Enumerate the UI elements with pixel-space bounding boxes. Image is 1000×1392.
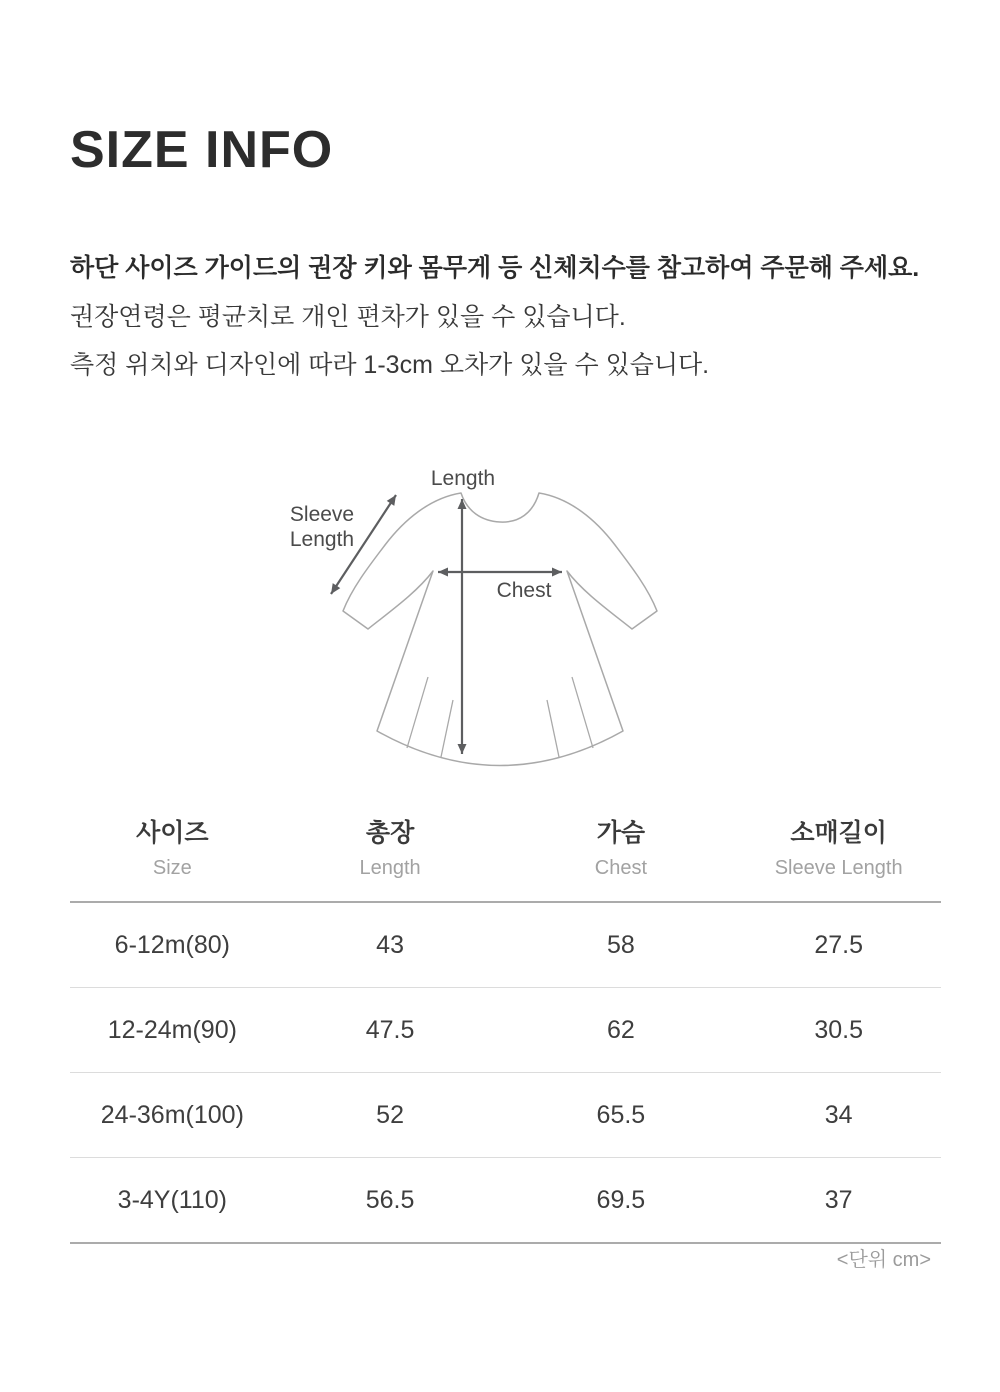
col-header-chest-en: Chest	[594, 857, 648, 879]
col-header-size-ko: 사이즈	[136, 819, 209, 847]
sleeve-length-label-line1: Sleeve	[289, 503, 355, 526]
chest-cell: 65.5	[505, 1073, 736, 1158]
sleeve-length-cell: 34	[736, 1073, 941, 1158]
col-header-size-en: Size	[152, 857, 192, 879]
col-header-size	[70, 818, 275, 902]
page-title: SIZE INFO	[70, 121, 334, 179]
sleeve-length-cell: 37	[736, 1158, 941, 1244]
col-header-length-ko: 총장	[365, 819, 415, 847]
col-header-sleeve-length-ko: 소매길이	[790, 819, 887, 847]
garment-measurement-diagram	[280, 450, 720, 790]
table-row	[70, 1158, 941, 1244]
col-header-sleeve-length	[736, 818, 941, 902]
table-row	[70, 902, 941, 988]
table-row	[70, 988, 941, 1073]
size-cell: 3-4Y(110)	[70, 1158, 275, 1244]
size-guide-note-2: 권장연령은 평균치로 개인 편차가 있을 수 있습니다.	[70, 303, 626, 331]
size-chart-table	[70, 818, 941, 1244]
size-cell: 6-12m(80)	[70, 902, 275, 988]
sleeve-length-cell: 27.5	[736, 902, 941, 988]
length-label: Length	[430, 467, 496, 490]
size-guide-note-3: 측정 위치와 디자인에 따라 1-3cm 오차가 있을 수 있습니다.	[70, 351, 710, 379]
length-cell: 56.5	[275, 1158, 506, 1244]
size-guide-note-1: 하단 사이즈 가이드의 권장 키와 몸무게 등 신체치수를 참고하여 주문해 주세요.	[70, 254, 920, 282]
col-header-length	[275, 818, 506, 902]
chest-cell: 58	[505, 902, 736, 988]
chest-label: Chest	[496, 579, 552, 602]
chest-cell: 62	[505, 988, 736, 1073]
sleeve-length-label-line2: Length	[289, 528, 355, 551]
unit-note: <단위 cm>	[836, 1249, 931, 1271]
size-cell: 24-36m(100)	[70, 1073, 275, 1158]
skirt-pleat-lines	[407, 677, 593, 757]
chest-cell: 69.5	[505, 1158, 736, 1244]
table-row	[70, 1073, 941, 1158]
dress-outline	[343, 493, 657, 766]
length-cell: 52	[275, 1073, 506, 1158]
col-header-sleeve-length-en: Sleeve Length	[774, 857, 903, 879]
size-cell: 12-24m(90)	[70, 988, 275, 1073]
length-cell: 43	[275, 902, 506, 988]
col-header-chest	[505, 818, 736, 902]
length-cell: 47.5	[275, 988, 506, 1073]
col-header-length-en: Length	[359, 857, 421, 879]
sleeve-length-cell: 30.5	[736, 988, 941, 1073]
size-chart-header-row	[70, 818, 941, 902]
col-header-chest-ko: 가슴	[596, 819, 646, 847]
